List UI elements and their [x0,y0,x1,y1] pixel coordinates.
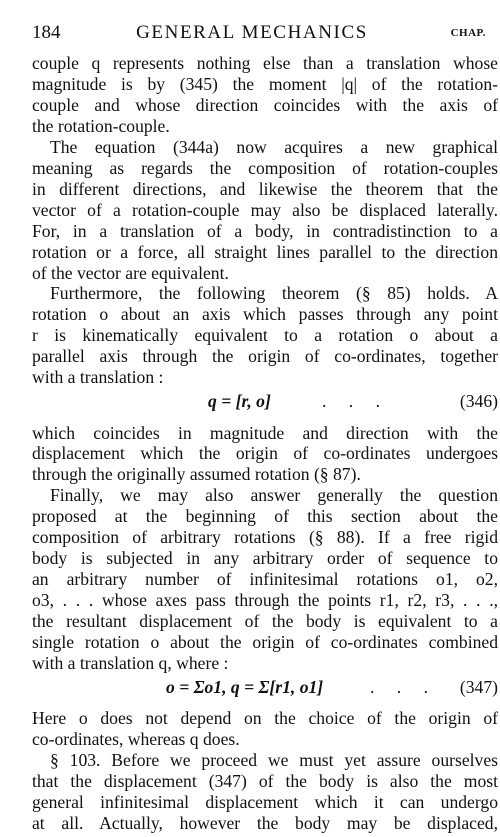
text-line: composition of arbitrary rotations (§ 88). If a free rigid [32,527,498,548]
text-line: body is subjected in any arbitrary order of sequence to [32,548,498,569]
text-line: the resultant displacement of the body is equivalent to a [32,611,498,632]
text-line: magnitude is by (345) the moment |q| of the rotation- [32,73,498,94]
text-line: o3, . . . whose axes pass through the points r1, r2, r3, . . ., [32,590,498,611]
text-line: through the originally assumed rotation (§ 87). [32,464,361,485]
text-line: meaning as regards the composition of rotation-couples [32,157,498,178]
text-line: single rotation o about the origin of co-ordinates combined [32,632,498,653]
text-line: rotation or a force, all straight lines parallel to the direction [32,241,498,262]
text-line: proposed at the beginning of this section about the [32,506,498,527]
text-line: Furthermore, the following theorem (§ 85) holds. A [50,283,498,304]
text-line: For, in a translation of a body, in contradistinction to a [32,220,498,241]
equation-expression: q = [r, o] [208,391,271,412]
text-line: Here o does not depend on the choice of the origin of [32,708,498,729]
text-line: displacement which the origin of co-ordinates undergoes [32,443,498,464]
text-line: which coincides in magnitude and direction with the [32,422,498,443]
equation-number: (346) [459,391,498,412]
text-line: an arbitrary number of infinitesimal rotations o1, o2, [32,569,498,590]
text-line: § 103. Before we proceed we must yet assure ourselves [50,750,498,771]
text-line: couple q represents nothing else than a translation whose [32,53,498,73]
text-line: that the displacement (347) of the body is also the most [32,771,498,792]
text-line: rotation o about an axis which passes through any point [32,304,498,325]
equation-number: (347) [459,676,498,697]
equation-leader-dots: . . . [370,676,437,697]
text-line: The equation (344a) now acquires a new graphical [50,136,498,157]
equation-346 [32,389,498,413]
running-header [18,22,486,48]
text-line: the rotation-couple. [32,115,170,136]
text-line: vector of a rotation-couple may also be displaced laterally. [32,199,498,220]
text-line: r is kinematically equivalent to a rotation o about a [32,325,498,346]
text-line: with a translation : [32,367,164,388]
text-line: of the vector are equivalent. [32,262,229,283]
text-line: general infinitesimal displacement which it can undergo [32,792,498,813]
text-line: at all. Actually, however the body may be displaced, [32,813,498,833]
text-line: with a translation q, where : [32,653,229,673]
text-line: parallel axis through the origin of co-ordinates, together [32,346,498,367]
text-line: Finally, we may also answer generally the question [50,485,498,506]
text-line: couple and whose direction coincides with the axis of [32,94,498,115]
equation-347 [32,675,498,699]
page-number: 184 [32,22,61,43]
text-line: co-ordinates, whereas q does. [32,729,240,750]
text-line: in different directions, and likewise the theorem that the [32,178,498,199]
chapter-mark: CHAP. [450,27,486,39]
equation-expression: o = Σo1, q = Σ[r1, o1] [166,676,324,697]
running-title: GENERAL MECHANICS [136,22,368,43]
equation-leader-dots: . . . [322,391,389,412]
